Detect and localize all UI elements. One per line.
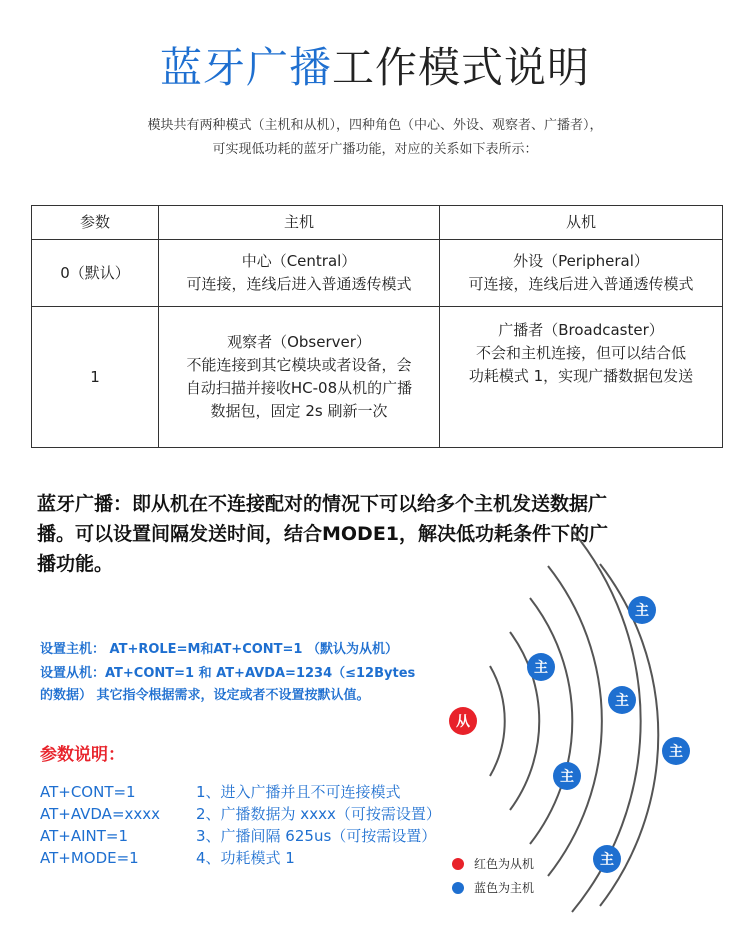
command-desc: 4、功耗模式 1	[196, 849, 295, 867]
cell-param: 0（默认）	[32, 240, 159, 307]
header-master: 主机	[159, 206, 440, 240]
master-nodes	[527, 596, 690, 873]
cell-param: 1	[32, 307, 159, 448]
command-key: AT+AINT=1	[40, 827, 129, 845]
header-slave: 从机	[440, 206, 723, 240]
description-line: 蓝牙广播：即从机在不连接配对的情况下可以给多个主机发送数据广	[37, 493, 608, 515]
cell-line: 不会和主机连接，但可以结合低	[475, 344, 686, 362]
master-label: 主	[615, 693, 629, 709]
cell-line: 广播者（Broadcaster）	[498, 321, 664, 339]
cell-line: 观察者（Observer）	[227, 333, 371, 351]
command-row	[40, 826, 436, 846]
command-key: AT+AVDA=xxxx	[40, 805, 161, 823]
cell-line: 中心（Central）	[241, 252, 357, 270]
cell-line: 自动扫描并接收HC-08从机的广播	[185, 379, 413, 397]
legend-label: 红色为从机	[474, 857, 535, 871]
command-desc: 1、进入广播并且不可连接模式	[196, 783, 401, 801]
master-label: 主	[534, 660, 548, 676]
wave-arc	[548, 566, 602, 876]
master-label: 主	[560, 769, 574, 785]
blue-dot-icon	[452, 882, 464, 894]
setup-note-line: 的数据） 其它指令根据需求，设定或者不设置按默认值。	[40, 688, 370, 703]
command-key: AT+CONT=1	[40, 783, 136, 801]
red-dot-icon	[452, 858, 464, 870]
master-label: 主	[635, 603, 649, 619]
command-row	[40, 782, 401, 802]
title-highlight: 蓝牙广播	[159, 43, 332, 92]
intro-line-2: 可实现低功耗的蓝牙广播功能，对应的关系如下表所示：	[212, 142, 538, 157]
slave-node	[449, 707, 477, 735]
legend-label: 蓝色为主机	[474, 881, 535, 895]
command-key: AT+MODE=1	[40, 849, 139, 867]
description-line: 播功能。	[37, 553, 114, 575]
command-desc: 3、广播间隔 625us（可按需设置）	[196, 827, 437, 845]
legend-slave	[452, 855, 534, 872]
intro-line-1: 模块共有两种模式（主机和从机），四种角色（中心、外设、观察者、广播者），	[147, 118, 603, 133]
wave-arc	[530, 598, 572, 844]
command-row	[40, 848, 295, 868]
description-line: 播。可以设置间隔发送时间，结合MODE1，解决低功耗条件下的广	[37, 523, 609, 545]
cell-line: 外设（Peripheral）	[513, 252, 649, 270]
cell-line: 数据包，固定 2s 刷新一次	[210, 402, 388, 420]
wave-arc	[490, 666, 505, 776]
cell-line: 功耗模式 1，实现广播数据包发送	[468, 367, 694, 385]
command-row	[40, 804, 441, 824]
setup-slave-line: 设置从机：AT+CONT=1 和 AT+AVDA=1234（≤12Bytes	[40, 666, 416, 681]
master-label: 主	[669, 744, 683, 760]
params-title: 参数说明：	[40, 745, 125, 765]
cell-line: 不能连接到其它模块或者设备，会	[186, 356, 412, 374]
cell-line: 可连接，连线后进入普通透传模式	[468, 275, 694, 293]
master-label: 主	[600, 852, 614, 868]
title-rest: 工作模式说明	[332, 43, 591, 92]
slave-label: 从	[456, 714, 470, 730]
header-param: 参数	[32, 206, 159, 240]
legend-master	[452, 879, 534, 896]
command-desc: 2、广播数据为 xxxx（可按需设置）	[196, 805, 441, 823]
setup-master-line: 设置主机： AT+ROLE=M和AT+CONT=1 （默认为从机）	[40, 642, 399, 657]
cell-line: 可连接，连线后进入普通透传模式	[186, 275, 412, 293]
